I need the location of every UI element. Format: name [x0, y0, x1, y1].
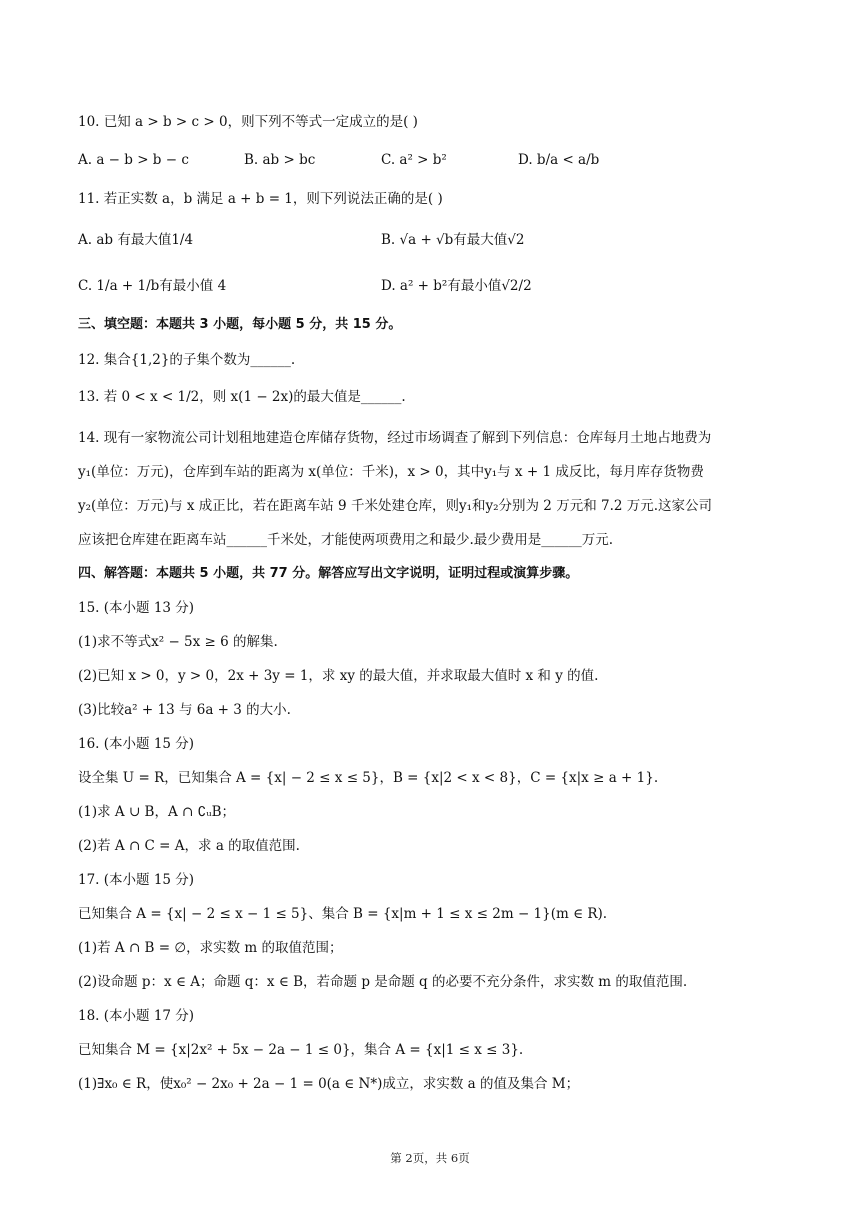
q11-option-d: D. a² + b²有最小值√2/2: [381, 278, 532, 294]
section-3-heading: 三、填空题：本题共 3 小题，每小题 5 分，共 15 分。: [78, 317, 402, 332]
q15-part-1: (1)求不等式x² − 5x ≥ 6 的解集.: [78, 634, 278, 650]
q10-option-c: C. a² > b²: [381, 152, 447, 168]
q11-option-b: B. √a + √b有最大值√2: [381, 232, 525, 248]
q10-option-b: B. ab > bc: [244, 152, 316, 168]
q17-part-2: (2)设命题 p：x ∈ A；命题 q：x ∈ B，若命题 p 是命题 q 的必要不充分条件，求实数 m 的取值范围.: [78, 974, 688, 990]
q13: 13. 若 0 < x < 1/2，则 x(1 − 2x)的最大值是______.: [78, 389, 406, 405]
q16-stem: 设全集 U = R，已知集合 A = {x| − 2 ≤ x ≤ 5}，B = {x|2 < x < 8}，C = {x|x ≥ a + 1}.: [78, 770, 659, 786]
q10-option-d: D. b/a < a/b: [518, 152, 600, 168]
q18-stem: 已知集合 M = {x|2x² + 5x − 2a − 1 ≤ 0}，集合 A = {x|1 ≤ x ≤ 3}.: [78, 1042, 524, 1058]
q17-header: 17. (本小题 15 分): [78, 872, 195, 888]
page-footer: 第 2页，共 6页: [390, 1151, 470, 1165]
q12: 12. 集合{1,2}的子集个数为______.: [78, 352, 296, 368]
q11-stem: 11. 若正实数 a，b 满足 a + b = 1，则下列说法正确的是( ): [78, 191, 443, 207]
q10-options: [78, 150, 599, 170]
q18-part-1: (1)∃x₀ ∈ R，使x₀² − 2x₀ + 2a − 1 = 0(a ∈ N*)成立，求实数 a 的值及集合 M；: [78, 1076, 580, 1092]
q15-header: 15. (本小题 13 分): [78, 600, 195, 616]
q15-part-3: (3)比较a² + 13 与 6a + 3 的大小.: [78, 702, 291, 718]
q10-stem: 10. 已知 a > b > c > 0，则下列不等式一定成立的是( ): [78, 114, 418, 130]
q16-part-2: (2)若 A ∩ C = A，求 a 的取值范围.: [78, 838, 300, 854]
q14-line-2: y₁(单位：万元)，仓库到车站的距离为 x(单位：千米)，x > 0，其中y₁与 x + 1 成反比，每月库存货物费: [78, 464, 704, 480]
q11-option-a: A. ab 有最大值1/4: [78, 232, 194, 248]
q11-options-row1: [78, 230, 524, 250]
q15-part-2: (2)已知 x > 0，y > 0，2x + 3y = 1，求 xy 的最大值，并求取最大值时 x 和 y 的值.: [78, 668, 599, 684]
q17-stem: 已知集合 A = {x| − 2 ≤ x − 1 ≤ 5}、集合 B = {x|m + 1 ≤ x ≤ 2m − 1}(m ∈ R).: [78, 906, 608, 922]
q14-line-3: y₂(单位：万元)与 x 成正比，若在距离车站 9 千米处建仓库，则y₁和y₂分别为 2 万元和 7.2 万元.这家公司: [78, 498, 713, 514]
q14-line-1: 14. 现有一家物流公司计划租地建造仓库储存货物，经过市场调查了解到下列信息：仓库每月土地占地费为: [78, 430, 712, 446]
q11-option-c: C. 1/a + 1/b有最小值 4: [78, 278, 227, 294]
q17-part-1: (1)若 A ∩ B = ∅，求实数 m 的取值范围；: [78, 940, 343, 956]
q10-option-a: A. a − b > b − c: [78, 152, 189, 168]
q14-line-4: 应该把仓库建在距离车站______千米处，才能使两项费用之和最少.最少费用是______万元.: [78, 532, 614, 548]
section-4-heading: 四、解答题：本题共 5 小题，共 77 分。解答应写出文字说明，证明过程或演算步骤。: [78, 566, 579, 581]
q18-header: 18. (本小题 17 分): [78, 1008, 195, 1024]
q16-part-1: (1)求 A ∪ B，A ∩ ∁ᵤB；: [78, 804, 236, 820]
q11-options-row2: [78, 276, 532, 296]
q16-header: 16. (本小题 15 分): [78, 736, 195, 752]
